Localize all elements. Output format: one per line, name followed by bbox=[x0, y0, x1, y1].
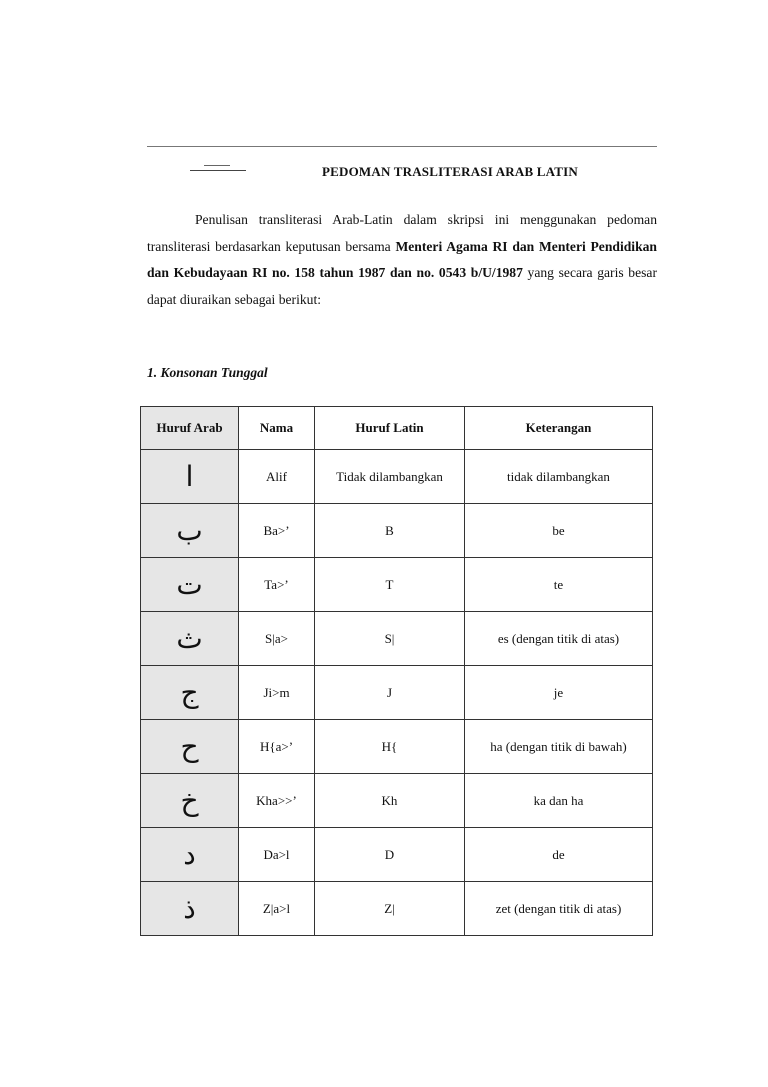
nama-cell: H{a>’ bbox=[239, 720, 315, 774]
arab-letter-cell bbox=[141, 774, 239, 828]
header-huruf-latin: Huruf Latin bbox=[315, 407, 465, 450]
huruf-latin-cell: J bbox=[315, 666, 465, 720]
huruf-latin-cell: Tidak dilambangkan bbox=[315, 450, 465, 504]
arab-letter-cell bbox=[141, 828, 239, 882]
transliteration-table bbox=[140, 406, 653, 936]
decorative-mark bbox=[190, 165, 246, 173]
huruf-latin-cell: Z| bbox=[315, 882, 465, 936]
arab-letter-cell bbox=[141, 558, 239, 612]
nama-cell: Ta>’ bbox=[239, 558, 315, 612]
table-row bbox=[141, 720, 653, 774]
huruf-latin-cell: T bbox=[315, 558, 465, 612]
table-row bbox=[141, 882, 653, 936]
keterangan-cell: zet (dengan titik di atas) bbox=[465, 882, 653, 936]
arab-letter-cell bbox=[141, 720, 239, 774]
arab-letter-cell bbox=[141, 666, 239, 720]
intro-paragraph bbox=[147, 207, 657, 313]
table-header-row bbox=[141, 407, 653, 450]
huruf-latin-cell: B bbox=[315, 504, 465, 558]
section-heading: 1. Konsonan Tunggal bbox=[147, 365, 268, 380]
header-keterangan: Keterangan bbox=[465, 407, 653, 450]
table-row bbox=[141, 774, 653, 828]
arab-letter: خ bbox=[180, 783, 199, 817]
paragraph-text-1: Penulisan transliterasi Arab-Latin dalam skripsi ini menggunakan pedoman transliterasi berdasarkan keputusan bersama bbox=[147, 212, 657, 254]
table-row bbox=[141, 612, 653, 666]
huruf-latin-cell: D bbox=[315, 828, 465, 882]
huruf-latin-cell: S| bbox=[315, 612, 465, 666]
nama-cell: Da>l bbox=[239, 828, 315, 882]
arab-letter-cell bbox=[141, 612, 239, 666]
nama-cell: Z|a>l bbox=[239, 882, 315, 936]
keterangan-cell: de bbox=[465, 828, 653, 882]
arab-letter: ج bbox=[180, 675, 199, 709]
keterangan-cell: ha (dengan titik di bawah) bbox=[465, 720, 653, 774]
header-nama: Nama bbox=[239, 407, 315, 450]
huruf-latin-cell: Kh bbox=[315, 774, 465, 828]
table-row bbox=[141, 558, 653, 612]
keterangan-cell: be bbox=[465, 504, 653, 558]
nama-cell: Alif bbox=[239, 450, 315, 504]
arab-letter: د bbox=[183, 837, 196, 871]
keterangan-cell: es (dengan titik di atas) bbox=[465, 612, 653, 666]
arab-letter-cell bbox=[141, 882, 239, 936]
arab-letter: ا bbox=[185, 459, 194, 493]
nama-cell: Ji>m bbox=[239, 666, 315, 720]
arab-letter: ب bbox=[176, 513, 203, 547]
keterangan-cell: tidak dilambangkan bbox=[465, 450, 653, 504]
arab-letter: ح bbox=[180, 729, 199, 763]
keterangan-cell: te bbox=[465, 558, 653, 612]
nama-cell: Ba>’ bbox=[239, 504, 315, 558]
header-huruf-arab: Huruf Arab bbox=[141, 407, 239, 450]
huruf-latin-cell: H{ bbox=[315, 720, 465, 774]
keterangan-cell: je bbox=[465, 666, 653, 720]
arab-letter-cell bbox=[141, 504, 239, 558]
paragraph-bold-text: Menteri Agama RI dan Menteri Pendidikan dan Kebudayaan RI no. 158 tahun 1987 dan no. 0543 b/U/1987 bbox=[147, 238, 657, 280]
table-row bbox=[141, 504, 653, 558]
table-row bbox=[141, 666, 653, 720]
table-row bbox=[141, 450, 653, 504]
arab-letter-cell bbox=[141, 450, 239, 504]
paragraph-text-2: yang secara garis besar dapat diuraikan sebagai berikut: bbox=[147, 265, 657, 307]
page-title: PEDOMAN TRASLITERASI ARAB LATIN bbox=[321, 164, 579, 179]
arab-letter: ث bbox=[176, 621, 203, 655]
nama-cell: Kha>>’ bbox=[239, 774, 315, 828]
arab-letter: ذ bbox=[183, 891, 196, 925]
nama-cell: S|a> bbox=[239, 612, 315, 666]
arab-letter: ت bbox=[176, 567, 203, 601]
header-rule bbox=[147, 146, 657, 147]
keterangan-cell: ka dan ha bbox=[465, 774, 653, 828]
table-row bbox=[141, 828, 653, 882]
